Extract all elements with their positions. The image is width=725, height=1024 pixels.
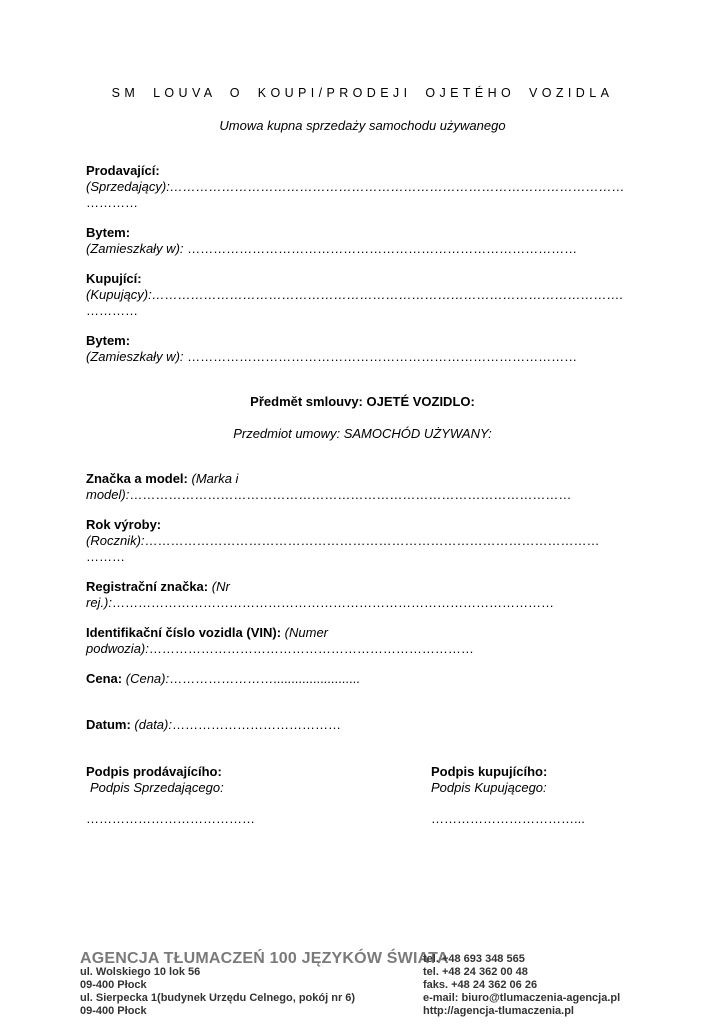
buyer-address-pl: (Zamieszkały w):: [86, 349, 184, 364]
seller-signature-line: …………………………………: [86, 811, 255, 826]
vin-dots: …………………………………………………………………: [148, 641, 474, 656]
make-label-row: [86, 471, 238, 487]
subject-heading-pl: Przedmiot umowy: SAMOCHÓD UŻYWANY:: [233, 426, 492, 441]
reg-field: [86, 595, 554, 611]
seller-address-label: Bytem:: [86, 225, 131, 240]
year-pl: (Rocznik):: [86, 533, 145, 548]
buyer-signature-label: Podpis kupujícího:: [431, 764, 548, 779]
year-field: [86, 533, 600, 549]
seller-label: Prodavající:: [86, 163, 160, 178]
reg-dots: …………………………………………………………………………………………: [112, 595, 554, 610]
vin-field: [86, 641, 474, 657]
price-label: Cena:: [86, 671, 123, 686]
date-pl: (data):: [134, 717, 172, 732]
contact-phone: tel. +48 24 362 00 48: [423, 966, 528, 978]
year-label: Rok výroby:: [86, 517, 162, 532]
reg-label: Registrační značka:: [86, 579, 209, 594]
address-line: ul. Sierpecka 1(budynek Urzędu Celnego, pokój nr 6): [80, 992, 356, 1004]
reg-label-row: [86, 579, 230, 595]
seller-address-field: [86, 241, 577, 257]
address-line: ul. Wolskiego 10 lok 56: [80, 966, 201, 978]
buyer-address-dots: ………………………………………………………………………………: [187, 349, 578, 364]
agency-contact-block: [423, 953, 620, 1018]
year-dots: ……………………………………………………………………………………………: [144, 533, 600, 548]
buyer-signature-pl: Podpis Kupującego:: [431, 780, 547, 795]
agency-address-block: [80, 966, 355, 1018]
vin-label: Identifikační číslo vozidla (VIN):: [86, 625, 282, 640]
contact-fax: faks. +48 24 362 06 26: [423, 979, 538, 991]
address-line: 09-400 Płock: [80, 1005, 147, 1017]
seller-address-pl: (Zamieszkały w):: [86, 241, 184, 256]
seller-address-dots: ………………………………………………………………………………: [187, 241, 578, 256]
reg-pl2: rej.):: [86, 595, 112, 610]
date-field: [86, 717, 341, 733]
seller-signature-label: Podpis prodávajícího:: [86, 764, 222, 779]
vin-pl: (Numer: [284, 625, 329, 640]
price-field: [86, 671, 360, 687]
date-dots: …………………………………: [171, 717, 341, 732]
document-title: SM LOUVA O KOUPI/PRODEJI OJETÉHO VOZIDLA: [111, 86, 614, 100]
contact-phone-mobile: tel. +48 693 348 565: [423, 953, 525, 965]
address-line: 09-400 Płock: [80, 979, 147, 991]
date-label: Datum:: [86, 717, 131, 732]
price-pl: (Cena):: [125, 671, 170, 686]
seller-field-continuation: …………: [86, 195, 138, 210]
make-pl: (Marka i: [191, 471, 239, 486]
buyer-signature-line: ……………………………...: [431, 811, 585, 826]
buyer-field-continuation: …………: [86, 303, 138, 318]
vin-pl2: podwozia):: [86, 641, 149, 656]
vin-label-row: [86, 625, 328, 641]
contact-email[interactable]: e-mail: biuro@tlumaczenia-agencja.pl: [423, 992, 621, 1004]
reg-pl: (Nr: [211, 579, 230, 594]
seller-field: (Sprzedający):……………………………………………………………………………………………: [86, 179, 625, 194]
contact-website[interactable]: http://agencja-tlumaczenia.pl: [423, 1005, 574, 1017]
buyer-address-field: [86, 349, 577, 365]
agency-name: AGENCJA TŁUMACZEŃ 100 JĘZYKÓW ŚWIATA: [80, 950, 449, 967]
make-dots: …………………………………………………………………………………………: [129, 487, 572, 502]
buyer-address-label: Bytem:: [86, 333, 131, 348]
make-pl2: model):: [86, 487, 130, 502]
make-label: Značka a model:: [86, 471, 188, 486]
price-dots: ……………………........................: [169, 671, 360, 686]
subject-heading: Předmět smlouvy: OJETÉ VOZIDLO:: [250, 394, 475, 409]
buyer-field: (Kupujący):……………………………………………………………………………………………….: [86, 287, 624, 302]
make-field: [86, 487, 571, 503]
year-field-continuation: ………: [86, 549, 125, 564]
buyer-label: Kupující:: [86, 271, 142, 286]
document-subtitle: Umowa kupna sprzedaży samochodu używanego: [219, 118, 506, 133]
seller-signature-pl: Podpis Sprzedającego:: [90, 780, 224, 795]
